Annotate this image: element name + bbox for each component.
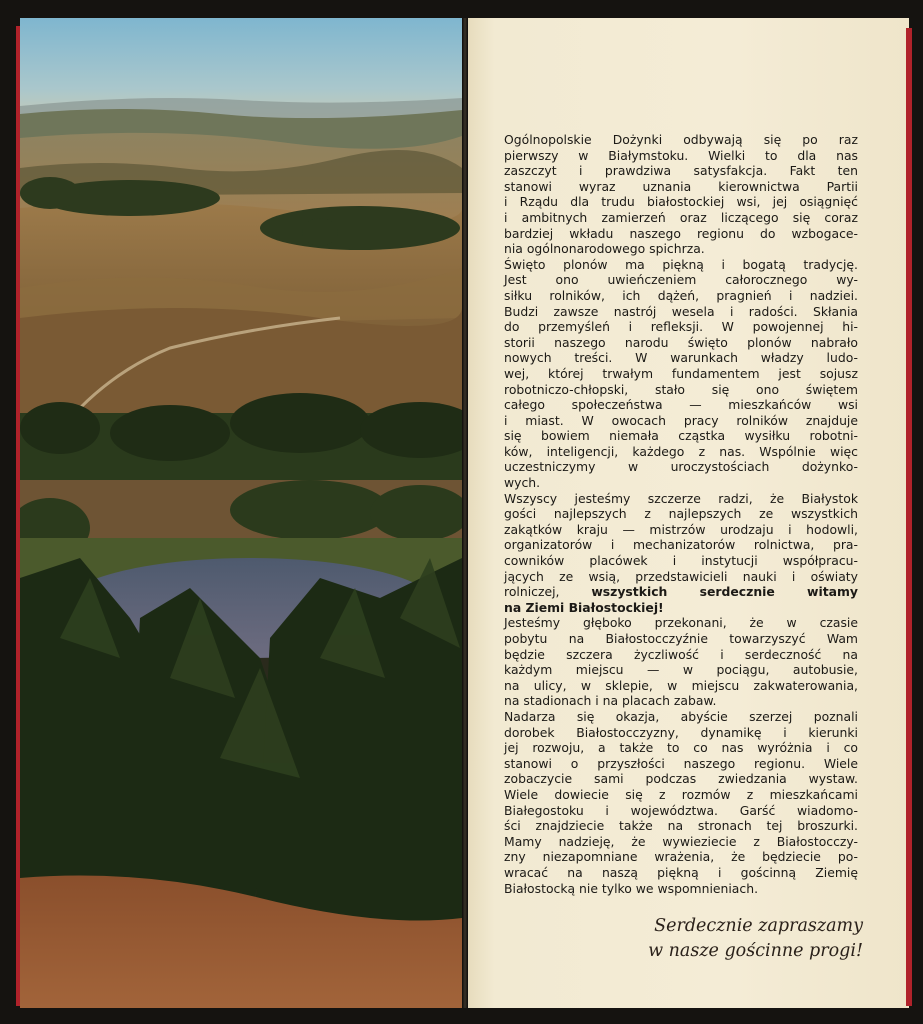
text-line: będzie szczera życzliwość i serdeczność na [504, 646, 858, 662]
landscape-photo [20, 18, 462, 1008]
signoff-line-1: Serdecznie zapraszamy [654, 916, 863, 936]
text-line: nia ogólnonarodowego spichrza. [504, 241, 705, 257]
text-line: uczestniczymy w uroczystościach dożynko- [504, 459, 858, 475]
text-line: wej, której trwałym fundamentem jest sojusz [504, 365, 858, 381]
text-line: i miast. W owocach pracy rolników znajduje [504, 412, 858, 428]
text-line: Święto plonów ma piękną i bogatą tradycję. [504, 256, 858, 272]
text-line: Wszyscy jesteśmy szczerze radzi, że Białystok [504, 490, 858, 506]
paragraph-1 [504, 132, 858, 257]
text-line: na ulicy, w sklepie, w miejscu zakwaterowania, [504, 677, 858, 693]
text-line: zakątków kraju — mistrzów urodzaju i hodowli, [504, 521, 858, 537]
text-line: Budzi zawsze nastrój wesela i radości. Skłania [504, 303, 858, 319]
text-line: organizatorów i mechanizatorów rolnictwa, pra- [504, 537, 858, 553]
text-line: się bowiem niemała cząstka wysiłku robotni- [504, 428, 858, 444]
welcome-body-text [504, 132, 858, 896]
text-line: Jest ono uwieńczeniem całorocznego wy- [504, 272, 858, 288]
text-line: Mamy nadzieję, że wywieziecie z Białostocczy- [504, 833, 858, 849]
text-line: pierwszy w Białymstoku. Wielki to dla nas [504, 147, 858, 163]
text-line: stanowi o przyszłości naszego regionu. Wiele [504, 755, 858, 771]
text-line: zny niezapomniane wrażenia, że będziecie po- [504, 849, 858, 865]
paragraph-4 [504, 615, 858, 709]
text-line: i ambitnych zamierzeń oraz liczącego się coraz [504, 209, 858, 225]
text-line: zobaczycie sami podczas zwiedzania wystaw. [504, 771, 858, 787]
text-line: zaszczyt i prawdziwa satysfakcja. Fakt ten [504, 163, 858, 179]
text-line: Jesteśmy głęboko przekonani, że w czasie [504, 615, 858, 631]
text-line: Białostocką nie tylko we wspomnieniach. [504, 880, 759, 896]
text-line: Białegostoku i województwa. Garść wiadomo- [504, 802, 858, 818]
text-line-bold-lead: rolniczej, wszystkich serdecznie witamy [504, 584, 858, 600]
landscape-photo-page [20, 18, 462, 1008]
text-line: stanowi wyraz uznania kierownictwa Partii [504, 178, 858, 194]
text-line: dorobek Białostocczyzny, dynamikę i kierunki [504, 724, 858, 740]
text-line: robotniczo-chłopski, stało się ono świętem [504, 381, 858, 397]
text-line: bardziej wkładu naszego regionu do wzbogace- [504, 225, 858, 241]
text-line: i Rządu dla trudu białostockiej wsi, jej osiągnięć [504, 194, 858, 210]
welcome-bold-text: wszystkich serdecznie witamy [591, 584, 858, 600]
text-line: cowników placówek i instytucji współpracu- [504, 553, 858, 569]
text-line: ków, inteligencji, każdego z nas. Wspólnie więc [504, 443, 858, 459]
text-line: wych. [504, 475, 541, 491]
text-line: wracać na naszą piękną i gościnną Ziemię [504, 864, 858, 880]
text-line: siłku rolników, ich dążeń, pragnień i nadziei. [504, 287, 858, 303]
text-line: Wiele dowiecie się z rozmów z mieszkańcami [504, 786, 858, 802]
text-line: do przemyśleń i refleksji. W powojennej hi- [504, 319, 858, 335]
text-line: gości najlepszych z najlepszych ze wszystkich [504, 506, 858, 522]
text-line: na stadionach i na placach zabaw. [504, 693, 717, 709]
text-line: jących ze wsią, przedstawicieli nauki i oświaty [504, 568, 858, 584]
text-line: Nadarza się okazja, abyście szerzej poznali [504, 708, 858, 724]
paragraph-3 [504, 491, 858, 616]
red-cover-edge-right [906, 28, 912, 1006]
text-line: każdym miejscu — w pociągu, autobusie, [504, 662, 858, 678]
text-line: pobytu na Białostocczyźnie towarzyszyć Wam [504, 631, 858, 646]
signoff [563, 914, 863, 964]
text-line: Ogólnopolskie Dożynki odbywają się po raz [504, 132, 858, 147]
signoff-line-2: w nasze gościnne progi! [648, 941, 863, 961]
paragraph-5 [504, 709, 858, 896]
text-line: jej rozwoju, a także to co nas wyróżnia i co [504, 740, 858, 756]
text-line: całego społeczeństwa — mieszkańców wsi [504, 397, 858, 413]
text-line: ści znajdziecie także na stronach tej broszurki. [504, 818, 858, 834]
welcome-bold-text-2: na Ziemi Białostockiej! [504, 599, 664, 615]
text-line: storii naszego narodu święto plonów nabrało [504, 334, 858, 350]
text-line: nowych treści. W warunkach władzy ludo- [504, 350, 858, 366]
paragraph-2 [504, 257, 858, 491]
